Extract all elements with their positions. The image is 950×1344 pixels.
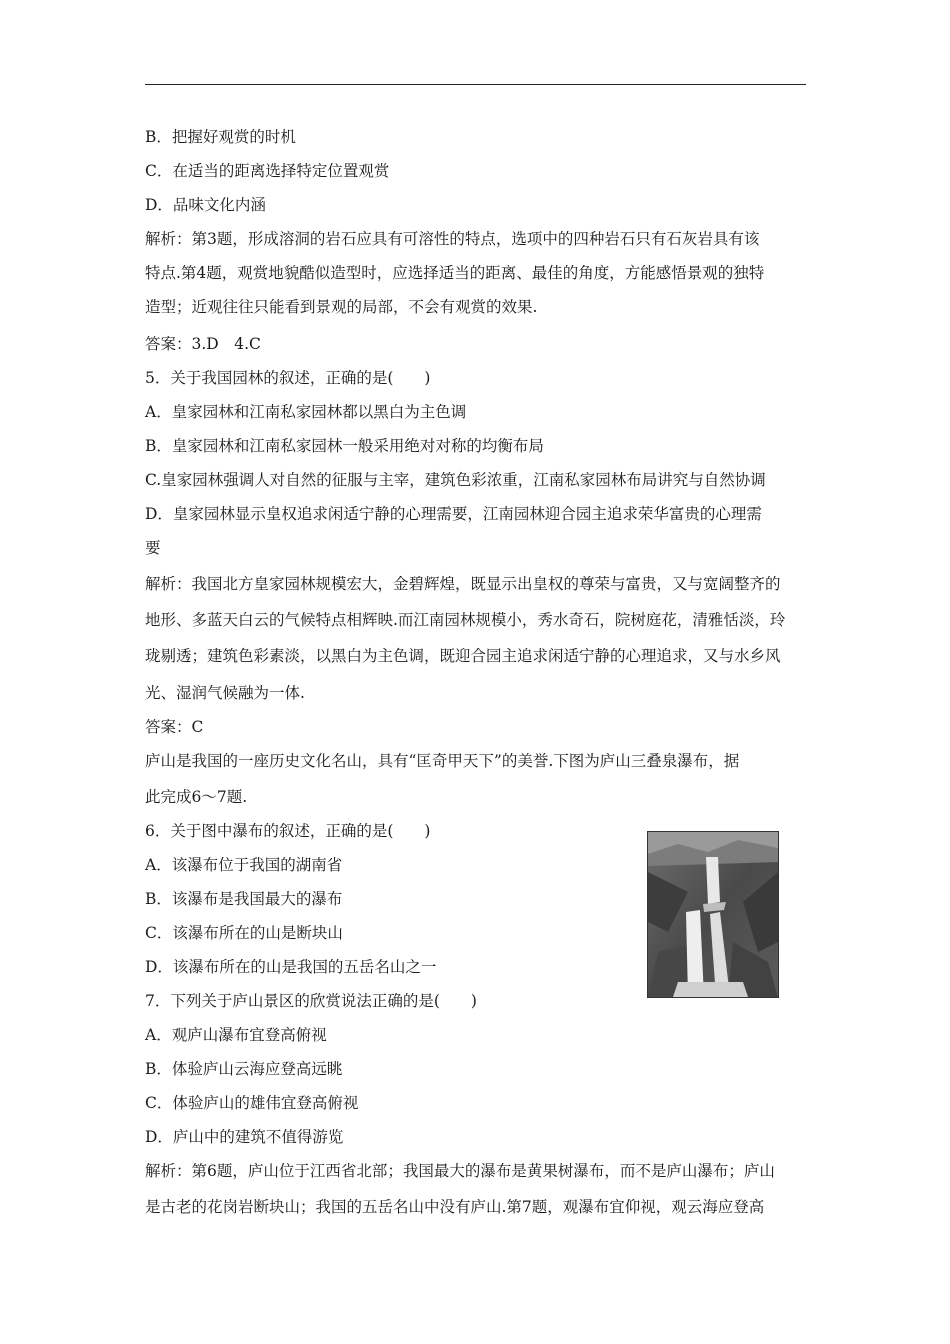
header-rule — [145, 84, 806, 85]
answer-line: 答案：3.D 4.C — [145, 335, 261, 353]
analysis-line: 特点.第4题，观赏地貌酷似造型时，应选择适当的距离、最佳的角度，方能感悟景观的独特 — [145, 264, 765, 282]
question-5-option-b: B．皇家园林和江南私家园林一般采用绝对对称的均衡布局 — [145, 437, 544, 455]
analysis-line: 地形、多蓝天白云的气候特点相辉映.而江南园林规模小，秀水奇石，院树庭花，清雅恬淡，玲 — [145, 611, 786, 629]
question-5-option-d-cont: 要 — [145, 539, 161, 557]
question-5: 5．关于我国园林的叙述，正确的是( ) — [145, 369, 431, 387]
question-6-option-d: D．该瀑布所在的山是我国的五岳名山之一 — [145, 958, 437, 976]
analysis-line: 光、湿润气候融为一体. — [145, 684, 305, 702]
analysis-line: 是古老的花岗岩断块山；我国的五岳名山中没有庐山.第7题，观瀑布宜仰视，观云海应登高 — [145, 1198, 765, 1216]
question-5-option-a: A．皇家园林和江南私家园林都以黑白为主色调 — [145, 403, 467, 421]
question-6-option-c: C．该瀑布所在的山是断块山 — [145, 924, 343, 942]
intro-line: 此完成6～7题. — [145, 788, 248, 806]
intro-line: 庐山是我国的一座历史文化名山，具有“匡奇甲天下”的美誉.下图为庐山三叠泉瀑布，据 — [145, 752, 740, 770]
question-7-option-c: C．体验庐山的雄伟宜登高俯视 — [145, 1094, 359, 1112]
question-7: 7．下列关于庐山景区的欣赏说法正确的是( ) — [145, 992, 477, 1010]
option-b-line: B．把握好观赏的时机 — [145, 128, 296, 146]
question-7-option-a: A．观庐山瀑布宜登高俯视 — [145, 1026, 327, 1044]
question-7-option-d: D．庐山中的建筑不值得游览 — [145, 1128, 344, 1146]
question-6: 6．关于图中瀑布的叙述，正确的是( ) — [145, 822, 431, 840]
question-6-option-a: A．该瀑布位于我国的湖南省 — [145, 856, 343, 874]
analysis-line: 珑剔透；建筑色彩素淡，以黑白为主色调，既迎合园主追求闲适宁静的心理追求，又与水乡风 — [145, 647, 781, 665]
question-6-option-b: B．该瀑布是我国最大的瀑布 — [145, 890, 343, 908]
analysis-line: 造型；近观往往只能看到景观的局部，不会有观赏的效果. — [145, 298, 538, 316]
question-5-option-d: D．皇家园林显示皇权追求闲适宁静的心理需要，江南园林迎合园主追求荣华富贵的心理需 — [145, 505, 762, 523]
question-7-option-b: B．体验庐山云海应登高远眺 — [145, 1060, 343, 1078]
option-d-line: D．品味文化内涵 — [145, 196, 266, 214]
question-5-option-c: C.皇家园林强调人对自然的征服与主宰，建筑色彩浓重，江南私家园林布局讲究与自然协调 — [145, 471, 766, 489]
analysis-line: 解析：我国北方皇家园林规模宏大，金碧辉煌，既显示出皇权的尊荣与富贵，又与宽阔整齐的 — [145, 575, 781, 593]
answer-line: 答案：C — [145, 718, 204, 736]
waterfall-photo — [647, 831, 779, 998]
analysis-line: 解析：第6题，庐山位于江西省北部；我国最大的瀑布是黄果树瀑布，而不是庐山瀑布；庐山 — [145, 1162, 775, 1180]
option-c-line: C．在适当的距离选择特定位置观赏 — [145, 162, 390, 180]
analysis-line: 解析：第3题，形成溶洞的岩石应具有可溶性的特点，选项中的四种岩石只有石灰岩具有该 — [145, 230, 760, 248]
